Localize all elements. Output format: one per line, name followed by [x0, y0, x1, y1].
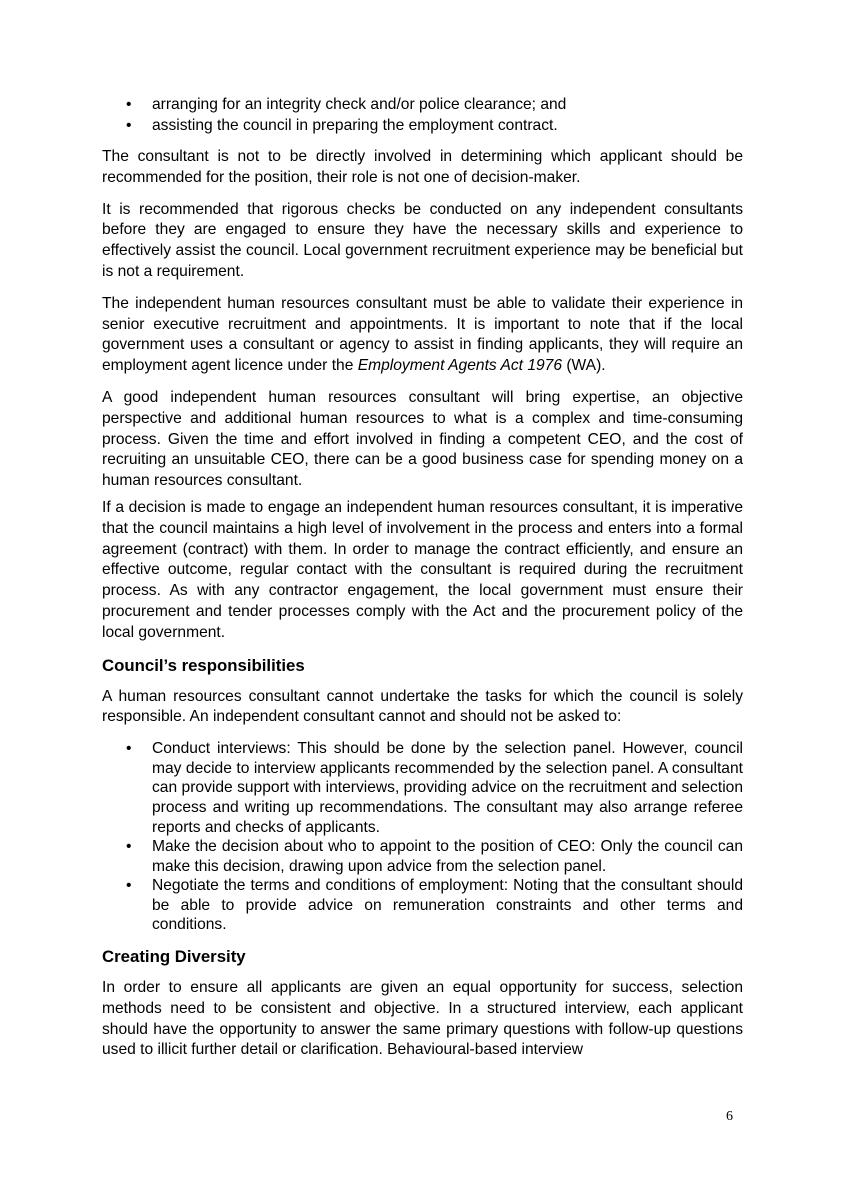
- list-item: [102, 876, 743, 935]
- page-number: 6: [726, 1109, 733, 1124]
- paragraph-engage-consultant: If a decision is made to engage an independent human resources consultant, it is imperative that the council maintains a high level of involvement in the process and enters into a formal agreement (contract) with them. In order to manage the contract efficiently, and ensure an effective outcome, regular contact with the consultant is required during the recruitment process. As with any contractor engagement, the local government must ensure their procurement and tender processes comply with the Act and the procurement policy of the local government.: [102, 498, 743, 641]
- council-responsibilities-list: [102, 739, 743, 935]
- bullet-text: Conduct interviews: This should be done by the selection panel. However, council may decide to interview applicants recommended by the selection panel. A consultant can provide support with interviews, providing advice on the recruitment and selection process and writing up recommendations. The consultant may also arrange referee reports and checks of applicants.: [152, 740, 743, 836]
- section-heading-creating-diversity: Creating Diversity: [102, 947, 246, 967]
- bullet-icon: •: [126, 117, 132, 134]
- paragraph-council-intro: A human resources consultant cannot undertake the tasks for which the council is solely responsible. An independent consultant cannot and should not be asked to:: [102, 687, 743, 726]
- list-item: [102, 739, 743, 837]
- bullet-icon: •: [126, 877, 132, 895]
- bullet-text: arranging for an integrity check and/or police clearance; and: [152, 96, 567, 113]
- bullet-text: Make the decision about who to appoint to the position of CEO: Only the council can make this decision, drawing upon advice from the selection panel.: [152, 838, 743, 875]
- bullet-icon: •: [126, 740, 132, 758]
- list-item: [102, 837, 743, 876]
- list-item: [102, 94, 743, 115]
- list-item: [102, 115, 743, 136]
- act-title: Employment Agents Act 1976: [357, 357, 563, 375]
- bullet-text: Negotiate the terms and conditions of employment: Noting that the consultant should be able to provide advice on remuneration constraints and other terms and conditions.: [152, 877, 743, 934]
- document-page: [102, 94, 743, 1061]
- paragraph-good-consultant: A good independent human resources consultant will bring expertise, an objective perspective and additional human resources to what is a complex and time-consuming process. Given the time and effort involved in finding a competent CEO, and the cost of recruiting an unsuitable CEO, there can be a good business case for spending money on a human resources consultant.: [102, 388, 743, 490]
- integrity-bullet-list: [102, 94, 743, 136]
- paragraph-validate-experience: [102, 294, 743, 377]
- section-heading-council-responsibilities: Council’s responsibilities: [102, 655, 305, 675]
- paragraph-text: The independent human resources consultant must be able to validate their experience in senior executive recruitment and appointments. It is important to note that if the local government uses a consultant or agency to assist in finding applicants, they will require an employment agent licence under the: [102, 294, 743, 375]
- bullet-icon: •: [126, 838, 132, 856]
- paragraph-diversity: In order to ensure all applicants are given an equal opportunity for success, selection methods need to be consistent and objective. In a structured interview, each applicant should have the opportunity to answer the same primary questions with follow-up questions used to illicit further detail or clarification. Behavioural-based interview: [102, 979, 743, 1059]
- bullet-text: assisting the council in preparing the employment contract.: [152, 117, 558, 134]
- paragraph-text: (WA).: [562, 357, 606, 375]
- paragraph-rigorous-checks: It is recommended that rigorous checks be conducted on any independent consultants before they are engaged to ensure they have the necessary skills and experience to effectively assist the council. Local government recruitment experience may be beneficial but is not a requirement.: [102, 200, 743, 280]
- bullet-icon: •: [126, 96, 132, 113]
- paragraph-consultant-role: The consultant is not to be directly involved in determining which applicant should be recommended for the position, their role is not one of decision-maker.: [102, 148, 743, 186]
